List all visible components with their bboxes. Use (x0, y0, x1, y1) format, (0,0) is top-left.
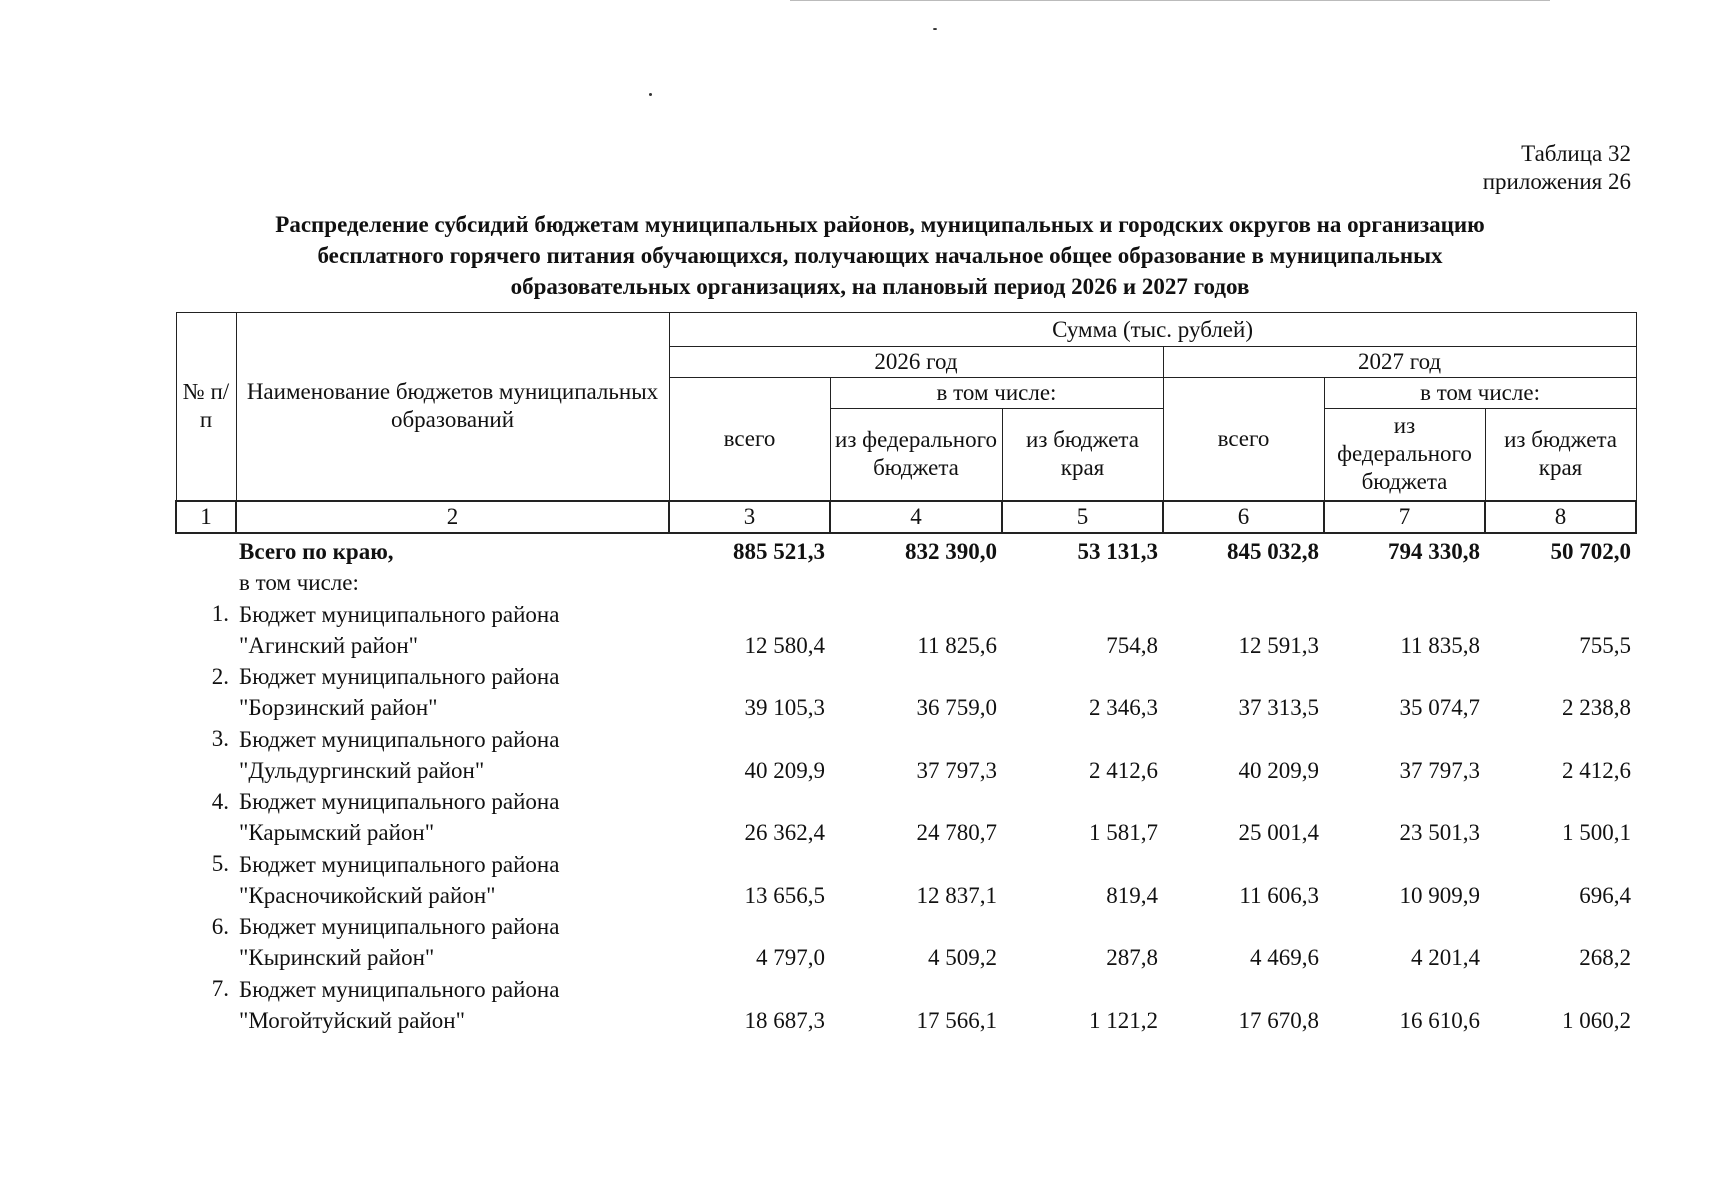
table-row (175, 661, 1635, 724)
row-name-line1: Бюджет муниципального района (239, 851, 560, 877)
row-value: 2 412,6 (1089, 757, 1158, 783)
row-value: 40 209,9 (1238, 757, 1319, 783)
table-row (175, 973, 1635, 1036)
header-num-col: № п/п (176, 313, 236, 501)
row-value: 11 606,3 (1239, 882, 1319, 908)
row-name-line2: "Агинский район" (239, 632, 419, 658)
col-number: 8 (1485, 501, 1636, 533)
row-value: 4 797,0 (756, 945, 825, 970)
row-index: 1. (211, 601, 229, 626)
title-line: образовательных организациях, на плановый период 2026 и 2027 годов (510, 274, 1250, 299)
row-value: 1 121,2 (1089, 1007, 1158, 1033)
row-value: 12 591,3 (1238, 632, 1319, 658)
row-value: 17 566,1 (916, 1007, 997, 1033)
row-index: 3. (211, 726, 229, 751)
col-number: 5 (1002, 501, 1163, 533)
header-federal-2026: из федерального бюджета (830, 409, 1002, 501)
data-table (175, 536, 1635, 1036)
row-index: 4. (211, 788, 229, 814)
header-regional-2026: из бюджета края (1002, 409, 1163, 501)
table-row (175, 723, 1635, 786)
total-label-text: Всего по краю, (239, 539, 394, 564)
row-name (235, 973, 668, 1036)
row-name (235, 598, 668, 661)
row-name-line2: "Дульдургинский район" (239, 757, 485, 783)
scan-speck (649, 93, 652, 96)
row-value: 13 656,5 (744, 882, 825, 908)
row-name (235, 786, 668, 849)
row-value: 755,5 (1579, 632, 1631, 658)
table-caption-number: Таблица 32 (1521, 141, 1631, 166)
header-name-col: Наименование бюджетов муниципальных образований (236, 313, 669, 501)
row-value: 4 201,4 (1411, 945, 1480, 970)
row-value: 10 909,9 (1399, 882, 1480, 908)
total-value: 832 390,0 (905, 539, 997, 564)
row-value: 287,8 (1106, 945, 1158, 970)
total-value: 53 131,3 (1077, 539, 1158, 564)
row-name-line2: "Могойтуйский район" (239, 1007, 465, 1033)
header-year-2026: 2026 год (669, 347, 1163, 378)
row-value: 11 825,6 (917, 632, 997, 658)
row-value: 18 687,3 (744, 1007, 825, 1033)
header-total-2026: всего (669, 378, 830, 501)
row-name-line1: Бюджет муниципального района (239, 914, 560, 939)
row-value: 754,8 (1106, 632, 1158, 658)
row-value: 37 313,5 (1238, 695, 1319, 720)
col-number: 7 (1324, 501, 1485, 533)
row-index: 2. (211, 663, 229, 689)
row-value: 39 105,3 (744, 695, 825, 720)
row-value: 2 412,6 (1562, 757, 1631, 783)
col-number: 3 (669, 501, 830, 533)
total-value: 885 521,3 (733, 539, 825, 564)
row-name-line1: Бюджет муниципального района (239, 664, 560, 689)
row-name-line2: "Борзинский район" (239, 695, 438, 720)
row-value: 12 837,1 (916, 882, 997, 908)
row-name-line1: Бюджет муниципального района (239, 789, 560, 814)
total-label (235, 536, 668, 598)
row-value: 4 509,2 (928, 945, 997, 970)
row-value: 37 797,3 (916, 757, 997, 783)
row-value: 1 500,1 (1562, 820, 1631, 845)
header-year-2027: 2027 год (1163, 347, 1636, 378)
row-name-line2: "Карымский район" (239, 820, 435, 845)
row-value: 819,4 (1106, 882, 1158, 908)
row-name (235, 723, 668, 786)
scan-edge-line (790, 0, 1550, 1)
header-sum: Сумма (тыс. рублей) (669, 313, 1636, 347)
scan-speck (933, 28, 937, 30)
row-value: 2 346,3 (1089, 695, 1158, 720)
row-value: 40 209,9 (744, 757, 825, 783)
row-value: 36 759,0 (916, 695, 997, 720)
col-number: 2 (236, 501, 669, 533)
row-value: 2 238,8 (1562, 695, 1631, 720)
row-value: 37 797,3 (1399, 757, 1480, 783)
table-row (175, 848, 1635, 911)
row-index: 5. (211, 851, 229, 876)
row-value: 23 501,3 (1399, 820, 1480, 845)
row-value: 1 060,2 (1562, 1007, 1631, 1033)
row-value: 25 001,4 (1238, 820, 1319, 845)
row-value: 17 670,8 (1238, 1007, 1319, 1033)
title-line: бесплатного горячего питания обучающихся, получающих начальное общее образование в муниципальных (317, 243, 1443, 268)
table-caption-appendix: приложения 26 (1482, 169, 1631, 194)
total-value: 845 032,8 (1227, 539, 1319, 564)
row-name (235, 661, 668, 724)
row-name-line1: Бюджет муниципального района (239, 601, 560, 627)
row-value: 12 580,4 (744, 632, 825, 658)
title-line: Распределение субсидий бюджетам муниципальных районов, муниципальных и городских округов на организацию (275, 212, 1485, 237)
row-name (235, 911, 668, 974)
row-value: 696,4 (1579, 882, 1631, 908)
row-name-line2: "Кыринский район" (239, 945, 435, 970)
total-value: 794 330,8 (1388, 539, 1480, 564)
header-incl-2027: в том числе: (1324, 378, 1636, 409)
table-row (175, 598, 1635, 661)
table-row (175, 786, 1635, 849)
row-value: 268,2 (1579, 945, 1631, 970)
row-value: 26 362,4 (744, 820, 825, 845)
col-number: 1 (176, 501, 236, 533)
row-index: 7. (211, 976, 229, 1001)
total-sublabel: в том числе: (239, 570, 359, 595)
row-value: 1 581,7 (1089, 820, 1158, 845)
header-regional-2027: из бюджета края (1485, 409, 1636, 501)
header-incl-2026: в том числе: (830, 378, 1163, 409)
row-value: 4 469,6 (1250, 945, 1319, 970)
header-federal-2027: из федерального бюджета (1324, 409, 1485, 501)
document-title (150, 209, 1610, 302)
table-row (175, 911, 1635, 974)
row-name-line1: Бюджет муниципального района (239, 726, 560, 752)
row-index: 6. (211, 913, 229, 939)
table-header (175, 312, 1637, 534)
row-value: 11 835,8 (1400, 632, 1480, 658)
row-value: 24 780,7 (916, 820, 997, 845)
col-number: 6 (1163, 501, 1324, 533)
total-row (175, 536, 1635, 598)
row-name-line1: Бюджет муниципального района (239, 976, 560, 1002)
row-value: 35 074,7 (1399, 695, 1480, 720)
row-name-line2: "Красночикойский район" (239, 882, 496, 908)
data-table-body (175, 536, 1635, 1036)
col-number: 4 (830, 501, 1002, 533)
header-total-2027: всего (1163, 378, 1324, 501)
total-value: 50 702,0 (1550, 539, 1631, 564)
row-name (235, 848, 668, 911)
row-value: 16 610,6 (1399, 1007, 1480, 1033)
